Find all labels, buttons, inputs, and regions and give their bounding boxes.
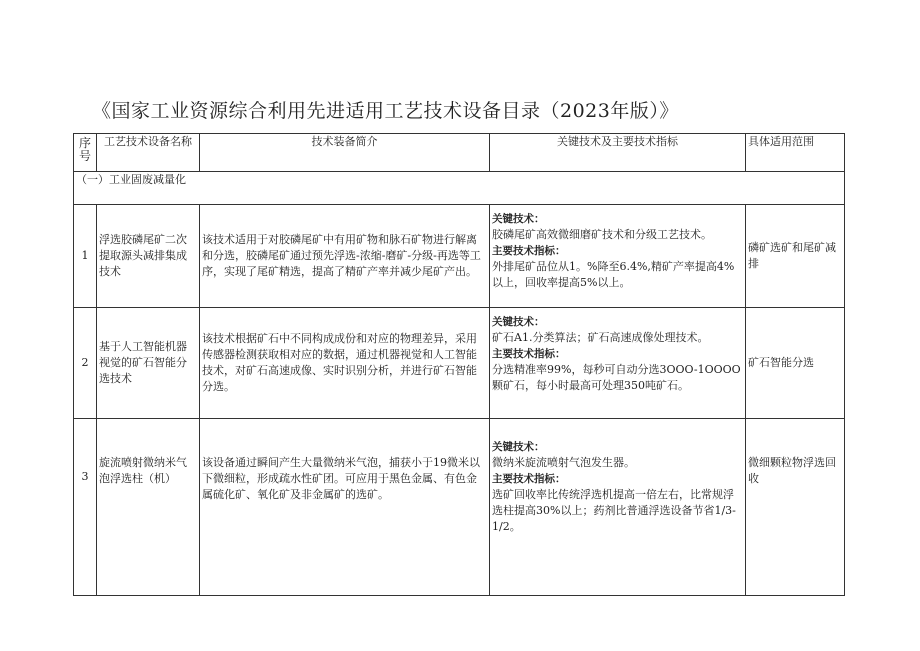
header-key: 关键技术及主要技术指标 (490, 134, 746, 172)
row-no: 3 (74, 419, 97, 596)
row-desc: 该技术根据矿石中不同构成成份和对应的物理差异，采用传感器检测获取相对应的数据，通过机器视觉和人工智能技术，对矿石高速成像、实时识别分析，并进行矿石智能分选。 (200, 308, 490, 419)
indicator-label: 主要技术指标： (492, 348, 566, 360)
indicator-text: 外排尾矿品位从1。%降至6.4%,精矿产率提高4%以上，回收率提高5%以上。 (492, 260, 735, 289)
indicator-label: 主要技术指标： (492, 473, 566, 485)
key-tech-text: 胶磷尾矿高效微细磨矿技术和分级工艺技术。 (492, 228, 712, 241)
row-no: 2 (74, 308, 97, 419)
row-name: 旋流喷射微纳米气泡浮选柱（机） (97, 419, 200, 596)
row-no: 1 (74, 205, 97, 308)
row-key (490, 419, 746, 596)
row-key (490, 205, 746, 308)
row-name: 基于人工智能机器视觉的矿石智能分选技术 (97, 308, 200, 419)
catalog-table (73, 133, 845, 596)
row-name: 浮选胶磷尾矿二次提取源头减排集成技术 (97, 205, 200, 308)
table-row (74, 308, 845, 419)
section-title: （一）工业固废减量化 (74, 172, 845, 205)
indicator-label: 主要技术指标： (492, 245, 566, 257)
document-title: 《国家工业资源综合利用先进适用工艺技术设备目录（2023年版）》 (92, 100, 679, 122)
table-row (74, 205, 845, 308)
header-desc: 技术装备简介 (200, 134, 490, 172)
row-desc: 该设备通过瞬间产生大量微纳米气泡，捕获小于19微米以下微细粒，形成疏水性矿团。可应用于黑色金属、有色金属硫化矿、氧化矿及非金属矿的选矿。 (200, 419, 490, 596)
key-tech-label: 关键技术： (492, 213, 545, 225)
key-tech-label: 关键技术： (492, 441, 545, 453)
table-row (74, 419, 845, 596)
row-key (490, 308, 746, 419)
row-scope: 矿石智能分选 (746, 308, 845, 419)
header-scope: 具体适用范围 (746, 134, 845, 172)
section-row (74, 172, 845, 205)
indicator-text: 分选精准率99%，每秒可自动分选3OOO-1OOOO颗矿石，每小时最高可处理350吨矿石。 (492, 363, 741, 392)
key-tech-label: 关键技术： (492, 316, 545, 328)
indicator-text: 选矿回收率比传统浮选机提高一倍左右，比常规浮选柱提高30%以上；药剂比普通浮选设备节省1/3-1/2。 (492, 488, 736, 533)
key-tech-text: 微纳米旋流喷射气泡发生器。 (492, 456, 635, 469)
row-scope: 微细颗粒物浮选回收 (746, 419, 845, 596)
row-scope: 磷矿选矿和尾矿减排 (746, 205, 845, 308)
table-header-row (74, 134, 845, 172)
key-tech-text: 矿石A1.分类算法；矿石高速成像处理技术。 (492, 331, 709, 344)
header-no: 序号 (74, 134, 97, 172)
row-desc: 该技术适用于对胶磷尾矿中有用矿物和脉石矿物进行解离和分选，胶磷尾矿通过预先浮选-浓缩-磨矿-分级-再选等工序，实现了尾矿精选，提高了精矿产率并减少尾矿产出。 (200, 205, 490, 308)
header-name: 工艺技术设备名称 (97, 134, 200, 172)
